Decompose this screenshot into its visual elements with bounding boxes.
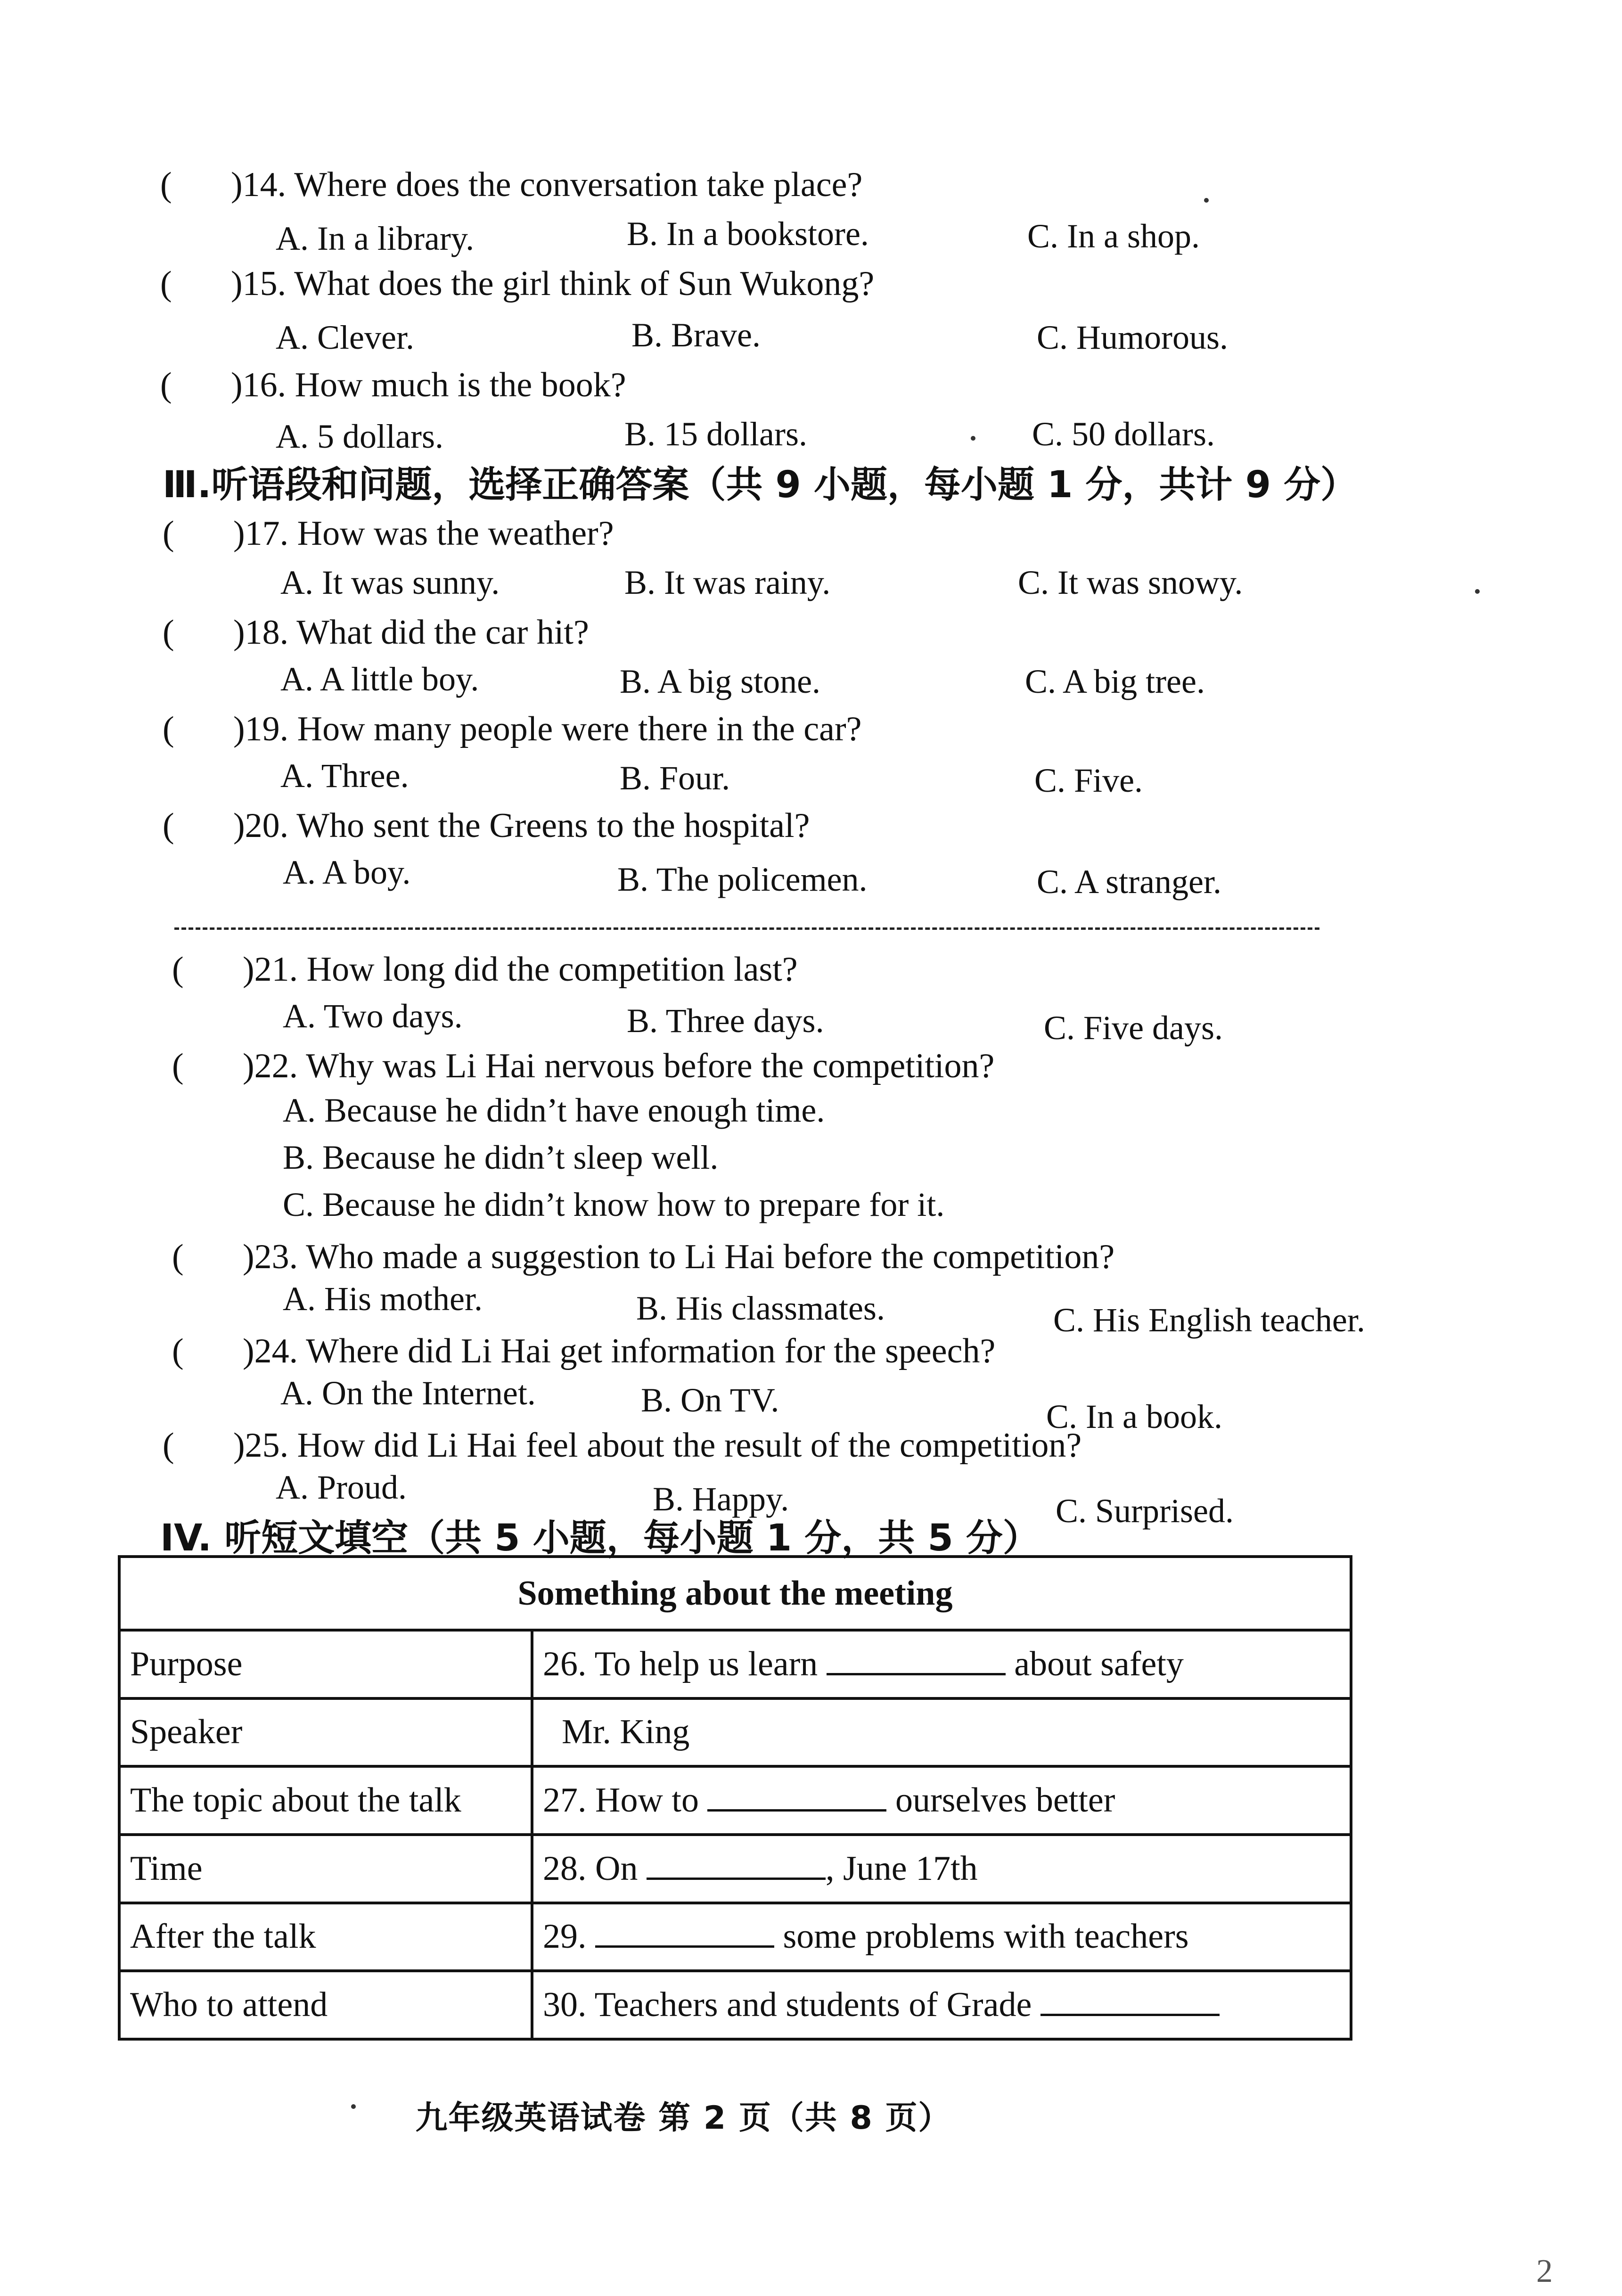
option-17b: B. It was rainy. (624, 564, 831, 601)
table-row (119, 1971, 1351, 2039)
row-content: 30. Teachers and students of Grade (532, 1971, 1351, 2039)
table-header-row (119, 1557, 1351, 1630)
answer-blank-28[interactable] (647, 1849, 826, 1880)
option-23b: B. His classmates. (636, 1289, 885, 1327)
option-15b: B. Brave. (631, 316, 761, 354)
speck (971, 436, 975, 441)
table-title: Something about the meeting (119, 1557, 1351, 1630)
table-row (119, 1766, 1351, 1835)
option-18c: C. A big tree. (1025, 663, 1205, 700)
question-25: ( )25. How did Li Hai feel about the result of the competition? (163, 1426, 1082, 1465)
option-21a: A. Two days. (283, 997, 463, 1035)
answer-blank-30[interactable] (1040, 1985, 1220, 2016)
row-content: Mr. King (532, 1698, 1351, 1767)
option-19a: A. Three. (280, 757, 409, 795)
dashed-divider (174, 927, 1319, 930)
option-22a: A. Because he didn’t have enough time. (283, 1091, 825, 1129)
section-4-heading: IV. 听短文填空（共 5 小题，每小题 1 分，共 5 分） (160, 1517, 1040, 1559)
row-label: Purpose (119, 1630, 532, 1698)
speck (1475, 589, 1480, 594)
table-row (119, 1630, 1351, 1698)
question-21: ( )21. How long did the competition last? (172, 950, 798, 989)
option-18a: A. A little boy. (280, 660, 479, 698)
question-16: ( )16. How much is the book? (160, 366, 626, 404)
option-18b: B. A big stone. (620, 663, 821, 700)
row-label: Who to attend (119, 1971, 532, 2039)
row-content: 26. To help us learn about safety (532, 1630, 1351, 1698)
question-18: ( )18. What did the car hit? (163, 613, 589, 652)
answer-blank-26[interactable] (827, 1645, 1006, 1675)
option-17c: C. It was snowy. (1018, 564, 1243, 601)
option-21c: C. Five days. (1044, 1009, 1223, 1047)
question-19: ( )19. How many people were there in the car? (163, 710, 862, 748)
speck (1204, 198, 1209, 203)
page-footer: 九年级英语试卷 第 2 页（共 8 页） (415, 2099, 951, 2137)
option-24c: C. In a book. (1046, 1398, 1222, 1435)
option-25b: B. Happy. (653, 1480, 789, 1518)
section-3-heading: Ⅲ.听语段和问题，选择正确答案（共 9 小题，每小题 1 分，共计 9 分） (163, 464, 1358, 506)
option-14b: B. In a bookstore. (627, 215, 869, 253)
option-15a: A. Clever. (276, 319, 414, 356)
table-row (119, 1835, 1351, 1903)
option-19c: C. Five. (1034, 762, 1143, 799)
option-23a: A. His mother. (283, 1280, 483, 1318)
row-content: 29. some problems with teachers (532, 1903, 1351, 1971)
question-23: ( )23. Who made a suggestion to Li Hai before the competition? (172, 1238, 1115, 1276)
question-24: ( )24. Where did Li Hai get information for the speech? (172, 1332, 996, 1370)
answer-blank-27[interactable] (707, 1781, 886, 1812)
option-25c: C. Surprised. (1056, 1492, 1234, 1530)
row-content: 28. On , June 17th (532, 1835, 1351, 1903)
option-21b: B. Three days. (627, 1002, 824, 1040)
option-20a: A. A boy. (283, 853, 411, 891)
option-20c: C. A stranger. (1037, 863, 1221, 901)
table-row (119, 1698, 1351, 1767)
corner-mark: 2 (1536, 2253, 1553, 2289)
option-22b: B. Because he didn’t sleep well. (283, 1139, 719, 1176)
option-16c: C. 50 dollars. (1032, 415, 1215, 453)
speck (351, 2104, 356, 2109)
option-16a: A. 5 dollars. (276, 418, 443, 455)
question-20: ( )20. Who sent the Greens to the hospital? (163, 806, 810, 845)
option-20b: B. The policemen. (617, 861, 868, 898)
row-label: Speaker (119, 1698, 532, 1767)
option-22c: C. Because he didn’t know how to prepare for it. (283, 1186, 945, 1223)
option-15c: C. Humorous. (1037, 319, 1229, 356)
question-14: ( )14. Where does the conversation take place? (160, 165, 863, 204)
answer-blank-29[interactable] (595, 1917, 774, 1948)
question-17: ( )17. How was the weather? (163, 514, 614, 553)
option-19b: B. Four. (620, 759, 730, 797)
row-label: After the talk (119, 1903, 532, 1971)
question-15: ( )15. What does the girl think of Sun Wukong? (160, 264, 875, 303)
option-16b: B. 15 dollars. (624, 415, 807, 453)
option-14a: A. In a library. (276, 220, 475, 257)
option-24a: A. On the Internet. (280, 1374, 536, 1412)
option-14c: C. In a shop. (1027, 217, 1200, 255)
option-17a: A. It was sunny. (280, 564, 500, 601)
row-label: Time (119, 1835, 532, 1903)
row-label: The topic about the talk (119, 1766, 532, 1835)
row-content: 27. How to ourselves better (532, 1766, 1351, 1835)
table-row (119, 1903, 1351, 1971)
meeting-table (118, 1555, 1352, 2041)
option-24b: B. On TV. (641, 1381, 779, 1419)
option-25a: A. Proud. (276, 1468, 407, 1506)
question-22: ( )22. Why was Li Hai nervous before the competition? (172, 1047, 995, 1085)
option-23c: C. His English teacher. (1053, 1301, 1365, 1339)
